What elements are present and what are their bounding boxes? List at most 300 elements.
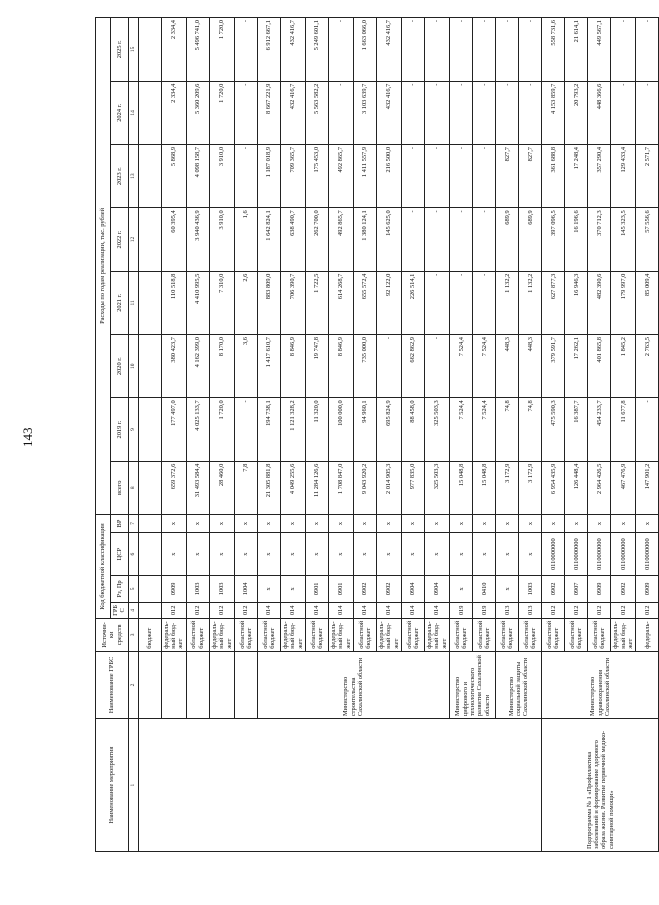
year-value-cell: 475 590,3 (542, 398, 565, 461)
year-value-cell: 2,6 (234, 271, 257, 334)
csr-cell: х (450, 533, 473, 576)
year-value-cell: - (377, 335, 402, 398)
year-value-cell: 5 496 741,0 (186, 18, 209, 82)
year-value-cell: 448,3 (519, 335, 542, 398)
header-grbs: Наименование ГРБС (96, 651, 129, 718)
rzpr-cell: 0902 (611, 576, 636, 603)
rzpr-cell: х (450, 576, 473, 603)
vr-cell: х (328, 514, 353, 532)
year-value-cell: - (402, 81, 425, 144)
total-cell: 1 708 847,0 (328, 461, 353, 514)
rzpr-cell: 1003 (519, 576, 542, 603)
rzpr-cell: 1003 (186, 576, 209, 603)
year-value-cell: 695 824,9 (377, 398, 402, 461)
year-value-cell: 380 423,7 (161, 335, 186, 398)
year-value-cell: 8 667 221,9 (257, 81, 280, 144)
header-year-2020: 2020 г. (111, 335, 129, 398)
year-value-cell: 7 524,4 (473, 335, 496, 398)
year-value-cell: 357 290,4 (588, 144, 611, 207)
year-value-cell: - (425, 271, 450, 334)
year-value-cell: 3 910,0 (209, 144, 234, 207)
vr-cell: х (305, 514, 328, 532)
rzpr-cell: 0909 (588, 576, 611, 603)
year-value-cell: 5 360 209,6 (186, 81, 209, 144)
column-index: 14 (128, 81, 138, 144)
grbs-code-cell: 014 (280, 602, 305, 618)
column-index: 2 (128, 651, 138, 718)
year-value-cell: 8 846,9 (328, 335, 353, 398)
year-value-cell: - (636, 398, 659, 461)
year-value-cell: 7 524,4 (450, 335, 473, 398)
header-event: Наименование мероприятия (96, 719, 129, 852)
year-value-cell: - (234, 18, 257, 82)
header-total: всего (111, 461, 129, 514)
vr-cell: х (542, 514, 565, 532)
year-value-cell: 1 720,0 (209, 81, 234, 144)
column-index: 7 (128, 514, 138, 532)
source-cell: областной бюджет (542, 619, 565, 652)
grbs-name (234, 651, 257, 718)
year-value-cell: - (611, 81, 636, 144)
subprogram-name: Подпрограмма № 1 «Профилактика заболеваний и формирование здорового образа жизни. Развитие первичной медико-санитарной помощи» (542, 719, 659, 852)
rzpr-cell: 0902 (542, 576, 565, 603)
year-value-cell: 482 390,6 (588, 271, 611, 334)
year-value-cell: 2 763,5 (636, 335, 659, 398)
budget-table (95, 17, 659, 852)
year-value-cell: 4 025 133,7 (186, 398, 209, 461)
grbs-code-cell: 014 (377, 602, 402, 618)
grbs-code-cell: 012 (636, 602, 659, 618)
year-value-cell: 325 503,3 (425, 398, 450, 461)
year-value-cell: 1 411 557,9 (354, 144, 377, 207)
year-value-cell: - (402, 144, 425, 207)
rotated-table-container (95, 17, 659, 852)
table-row (138, 18, 161, 852)
header-year-2019: 2019 г. (111, 398, 129, 461)
source-cell: федераль-ный бюд-жет (377, 619, 402, 652)
year-value-cell: - (234, 81, 257, 144)
year-value-cell: - (402, 208, 425, 271)
year-value-cell: 16 196,6 (565, 208, 588, 271)
source-cell: федераль-ный бюд-жет (328, 619, 353, 652)
year-value-cell: 689,9 (496, 208, 519, 271)
year-value-cell: 4 162 399,0 (186, 335, 209, 398)
column-index: 6 (128, 533, 138, 576)
year-value-cell: 492 865,7 (328, 208, 353, 271)
source-cell: областной бюджет (257, 619, 280, 652)
column-index: 3 (128, 619, 138, 652)
year-value-cell (138, 18, 161, 82)
csr-cell: х (161, 533, 186, 576)
vr-cell: х (280, 514, 305, 532)
vr-cell: х (425, 514, 450, 532)
vr-cell: х (257, 514, 280, 532)
source-cell: областной бюджет (402, 619, 425, 652)
header-year-2021: 2021 г. (111, 271, 129, 334)
year-value-cell: 3 910,0 (209, 208, 234, 271)
year-value-cell: 92 122,0 (377, 271, 402, 334)
total-cell: 9 043 920,2 (354, 461, 377, 514)
year-value-cell: 1 121 328,2 (280, 398, 305, 461)
year-value-cell: 706 390,7 (280, 271, 305, 334)
year-value-cell: - (402, 18, 425, 82)
year-value-cell: - (425, 81, 450, 144)
vr-cell: х (209, 514, 234, 532)
csr-cell: х (186, 533, 209, 576)
year-value-cell: 2 571,7 (636, 144, 659, 207)
header-grbs-code: ГРБ С (111, 602, 129, 618)
vr-cell: х (186, 514, 209, 532)
header-year-2024: 2024 г. (111, 81, 129, 144)
grbs-code-cell: 013 (519, 602, 542, 618)
year-value-cell: - (450, 271, 473, 334)
grbs-name (138, 651, 161, 718)
csr-cell: 0110000000 (611, 533, 636, 576)
year-value-cell: 100 000,0 (328, 398, 353, 461)
csr-cell: 0110000000 (636, 533, 659, 576)
year-value-cell: 370 712,3 (588, 208, 611, 271)
year-value-cell: - (425, 335, 450, 398)
rzpr-cell: х (280, 576, 305, 603)
year-value-cell: 1 380 124,1 (354, 208, 377, 271)
year-value-cell: 17 248,4 (565, 144, 588, 207)
year-value-cell: 361 688,8 (542, 144, 565, 207)
year-value-cell: - (450, 208, 473, 271)
year-value-cell: 16 387,7 (565, 398, 588, 461)
year-value-cell: 3 103 639,7 (354, 81, 377, 144)
source-cell: областной бюджет (519, 619, 542, 652)
grbs-code-cell: 014 (305, 602, 328, 618)
csr-cell: х (473, 533, 496, 576)
csr-cell: х (519, 533, 542, 576)
vr-cell: х (496, 514, 519, 532)
year-value-cell: 558 731,6 (542, 18, 565, 82)
year-value-cell: 3,6 (234, 335, 257, 398)
csr-cell: х (280, 533, 305, 576)
year-value-cell: 827,7 (496, 144, 519, 207)
column-index: 8 (128, 461, 138, 514)
vr-cell: х (161, 514, 186, 532)
page-number: 143 (20, 427, 35, 447)
total-cell: 126 448,4 (565, 461, 588, 514)
year-value-cell (138, 271, 161, 334)
vr-cell: х (377, 514, 402, 532)
source-cell: федераль-ный бюд-жет (161, 619, 186, 652)
total-cell: 4 049 255,6 (280, 461, 305, 514)
grbs-name: Министерство здравоохранения Сахалинской области (542, 651, 659, 718)
grbs-name (161, 651, 186, 718)
column-index: 5 (128, 576, 138, 603)
year-value-cell: 7 524,4 (450, 398, 473, 461)
grbs-code-cell: 014 (328, 602, 353, 618)
grbs-name: Министерство строительства Сахалинской области (257, 651, 449, 718)
source-cell: федераль- (636, 619, 659, 652)
column-index: 15 (128, 18, 138, 82)
grbs-code-cell: 014 (354, 602, 377, 618)
total-cell: 11 284 126,6 (305, 461, 328, 514)
year-value-cell: 17 262,1 (565, 335, 588, 398)
year-value-cell: 432 416,7 (280, 81, 305, 144)
year-value-cell: 1 417 610,7 (257, 335, 280, 398)
header-code-group: Код бюджетной классификации (96, 514, 111, 618)
grbs-code-cell: 012 (611, 602, 636, 618)
event-name (138, 719, 541, 852)
csr-cell: х (328, 533, 353, 576)
year-value-cell: 883 809,0 (257, 271, 280, 334)
year-value-cell: 262 700,0 (305, 208, 328, 271)
grbs-name (209, 651, 234, 718)
total-cell: 2 964 426,5 (588, 461, 611, 514)
year-value-cell: 4 153 859,7 (542, 81, 565, 144)
csr-cell: х (354, 533, 377, 576)
source-cell: областной бюджет (473, 619, 496, 652)
year-value-cell: 5 249 601,1 (305, 18, 328, 82)
year-value-cell: - (473, 81, 496, 144)
rzpr-cell: х (257, 576, 280, 603)
vr-cell: х (354, 514, 377, 532)
total-cell: 6 954 435,9 (542, 461, 565, 514)
year-value-cell: 60 395,4 (161, 208, 186, 271)
year-value-cell: - (473, 271, 496, 334)
rzpr-cell: 0907 (565, 576, 588, 603)
year-value-cell: 689,9 (519, 208, 542, 271)
year-value-cell: 2 334,4 (161, 81, 186, 144)
year-value-cell: 216 500,0 (377, 144, 402, 207)
year-value-cell: 85 009,4 (636, 271, 659, 334)
total-cell: 3 172,9 (496, 461, 519, 514)
year-value-cell: - (519, 81, 542, 144)
year-value-cell: 454 233,7 (588, 398, 611, 461)
year-value-cell: 6 912 667,1 (257, 18, 280, 82)
year-value-cell: 2 334,4 (161, 18, 186, 82)
grbs-code-cell: 012 (209, 602, 234, 618)
rzpr-cell: 0909 (636, 576, 659, 603)
column-index: 12 (128, 208, 138, 271)
csr-cell: х (425, 533, 450, 576)
year-value-cell: 145 625,0 (377, 208, 402, 271)
year-value-cell: 1 845,2 (611, 335, 636, 398)
year-value-cell: 735 000,0 (354, 335, 377, 398)
year-value-cell: 1 132,2 (496, 271, 519, 334)
year-value-cell: 7 310,0 (209, 271, 234, 334)
year-value-cell: 1 722,5 (305, 271, 328, 334)
total-cell: 659 372,6 (161, 461, 186, 514)
year-value-cell: - (496, 18, 519, 82)
grbs-code-cell: 013 (496, 602, 519, 618)
year-value-cell: 16 946,3 (565, 271, 588, 334)
year-value-cell: 432 416,7 (280, 18, 305, 82)
header-rzpr: Рз, Пр (111, 576, 129, 603)
year-value-cell: 74,8 (519, 398, 542, 461)
year-value-cell: 5 868,9 (161, 144, 186, 207)
year-value-cell: 179 997,0 (611, 271, 636, 334)
year-value-cell: - (519, 18, 542, 82)
header-csr: ЦСР (111, 533, 129, 576)
year-value-cell: - (611, 18, 636, 82)
source-cell: областной бюджет (186, 619, 209, 652)
rzpr-cell: 1004 (234, 576, 257, 603)
year-value-cell: 662 862,9 (402, 335, 425, 398)
vr-cell: х (450, 514, 473, 532)
year-value-cell: 145 323,5 (611, 208, 636, 271)
year-value-cell: 11 320,0 (305, 398, 328, 461)
year-value-cell: - (425, 18, 450, 82)
year-value-cell (138, 144, 161, 207)
source-cell: областной бюджет (305, 619, 328, 652)
year-value-cell: 1 720,0 (209, 18, 234, 82)
rzpr-cell: 1003 (209, 576, 234, 603)
year-value-cell: 448,3 (496, 335, 519, 398)
vr-cell: х (588, 514, 611, 532)
source-cell: бюджет (138, 619, 161, 652)
rzpr-cell: 0902 (354, 576, 377, 603)
year-value-cell: - (450, 144, 473, 207)
year-value-cell: 627 877,3 (542, 271, 565, 334)
year-value-cell: 1 187 018,9 (257, 144, 280, 207)
total-cell: 3 172,9 (519, 461, 542, 514)
year-value-cell: - (450, 18, 473, 82)
year-value-cell: 20 793,2 (565, 81, 588, 144)
vr-cell: х (234, 514, 257, 532)
year-value-cell: - (328, 81, 353, 144)
vr-cell: х (473, 514, 496, 532)
year-value-cell: 614 268,7 (328, 271, 353, 334)
grbs-code-cell: 012 (161, 602, 186, 618)
grbs-code-cell: 012 (588, 602, 611, 618)
csr-cell: х (257, 533, 280, 576)
year-value-cell: 226 514,1 (402, 271, 425, 334)
total-cell: 147 901,2 (636, 461, 659, 514)
grbs-code-cell: 019 (450, 602, 473, 618)
vr-cell: х (636, 514, 659, 532)
grbs-code-cell: 014 (402, 602, 425, 618)
year-value-cell: 638 490,7 (280, 208, 305, 271)
total-cell: 2 014 905,3 (377, 461, 402, 514)
grbs-code-cell: 019 (473, 602, 496, 618)
year-value-cell: - (234, 144, 257, 207)
total-cell: 31 493 584,4 (186, 461, 209, 514)
year-value-cell: - (450, 81, 473, 144)
grbs-code-cell: 014 (425, 602, 450, 618)
year-value-cell: 94 960,1 (354, 398, 377, 461)
year-value-cell: 4 098 158,7 (186, 144, 209, 207)
total-cell: 467 476,9 (611, 461, 636, 514)
total-cell (138, 461, 161, 514)
source-cell: областной бюджет (588, 619, 611, 652)
grbs-code-cell: 014 (257, 602, 280, 618)
vr-cell: х (565, 514, 588, 532)
grbs-code-cell: 012 (234, 602, 257, 618)
year-value-cell: 1 720,0 (209, 398, 234, 461)
year-value-cell: 4 410 995,5 (186, 271, 209, 334)
source-cell: федераль-ный бюд-жет (425, 619, 450, 652)
rzpr-cell: 0902 (377, 576, 402, 603)
year-value-cell: 448 366,6 (588, 81, 611, 144)
year-value-cell: 21 614,1 (565, 18, 588, 82)
header-vr: ВР (111, 514, 129, 532)
year-value-cell: 432 416,7 (377, 18, 402, 82)
year-value-cell (138, 81, 161, 144)
year-value-cell: 1 642 824,1 (257, 208, 280, 271)
csr-cell: 0110000000 (565, 533, 588, 576)
year-value-cell (138, 398, 161, 461)
year-value-cell: 7 524,4 (473, 398, 496, 461)
csr-cell: 0110000000 (542, 533, 565, 576)
total-cell: 7,8 (234, 461, 257, 514)
csr-cell: х (377, 533, 402, 576)
year-value-cell: 397 096,5 (542, 208, 565, 271)
rzpr-cell: 0901 (305, 576, 328, 603)
grbs-code-cell: 012 (542, 602, 565, 618)
year-value-cell: - (473, 208, 496, 271)
year-value-cell: - (234, 398, 257, 461)
column-index: 9 (128, 398, 138, 461)
rzpr-cell (138, 576, 161, 603)
grbs-code-cell (138, 602, 161, 618)
year-value-cell: 379 591,7 (542, 335, 565, 398)
vr-cell: х (402, 514, 425, 532)
column-index: 10 (128, 335, 138, 398)
year-value-cell: 110 518,8 (161, 271, 186, 334)
year-value-cell: - (636, 81, 659, 144)
csr-cell: х (305, 533, 328, 576)
year-value-cell: - (496, 81, 519, 144)
header-expenses-group: Расходы по годам реализации, тыс. рублей (96, 18, 111, 515)
year-value-cell (138, 208, 161, 271)
header-year-2022: 2022 г. (111, 208, 129, 271)
total-cell: 15 048,8 (450, 461, 473, 514)
csr-cell: х (402, 533, 425, 576)
total-cell: 21 305 881,8 (257, 461, 280, 514)
header-year-2025: 2025 г. (111, 18, 129, 82)
table-row (542, 18, 565, 852)
source-cell: областной бюджет (354, 619, 377, 652)
header-year-2023: 2023 г. (111, 144, 129, 207)
csr-cell: х (234, 533, 257, 576)
column-index: 4 (128, 602, 138, 618)
rzpr-cell: 0901 (328, 576, 353, 603)
header-source: Источни-ки средств (96, 619, 129, 652)
year-value-cell: - (473, 18, 496, 82)
year-value-cell: 827,7 (519, 144, 542, 207)
year-value-cell: 655 572,4 (354, 271, 377, 334)
year-value-cell: 1,6 (234, 208, 257, 271)
vr-cell: х (611, 514, 636, 532)
rzpr-cell: 0904 (402, 576, 425, 603)
year-value-cell: 1 132,2 (519, 271, 542, 334)
source-cell: областной бюджет (450, 619, 473, 652)
rzpr-cell: 0904 (425, 576, 450, 603)
source-cell: областной бюджет (565, 619, 588, 652)
source-cell: федераль-ный бюд-жет (280, 619, 305, 652)
vr-cell: х (519, 514, 542, 532)
year-value-cell: 1 663 066,0 (354, 18, 377, 82)
year-value-cell: 492 865,7 (328, 144, 353, 207)
grbs-name (186, 651, 209, 718)
grbs-code-cell: 012 (186, 602, 209, 618)
total-cell: 15 048,8 (473, 461, 496, 514)
column-index: 11 (128, 271, 138, 334)
year-value-cell: - (636, 18, 659, 82)
rzpr-cell: 0410 (473, 576, 496, 603)
year-value-cell: 8 170,0 (209, 335, 234, 398)
year-value-cell: 8 846,9 (280, 335, 305, 398)
grbs-name: Министерство цифрового и технологического развития Сахалинской области (450, 651, 496, 718)
csr-cell (138, 533, 161, 576)
source-cell: федераль-ный бюд-жет (611, 619, 636, 652)
year-value-cell: 19 747,8 (305, 335, 328, 398)
grbs-name: Министерство социальной защиты Сахалинской области (496, 651, 542, 718)
